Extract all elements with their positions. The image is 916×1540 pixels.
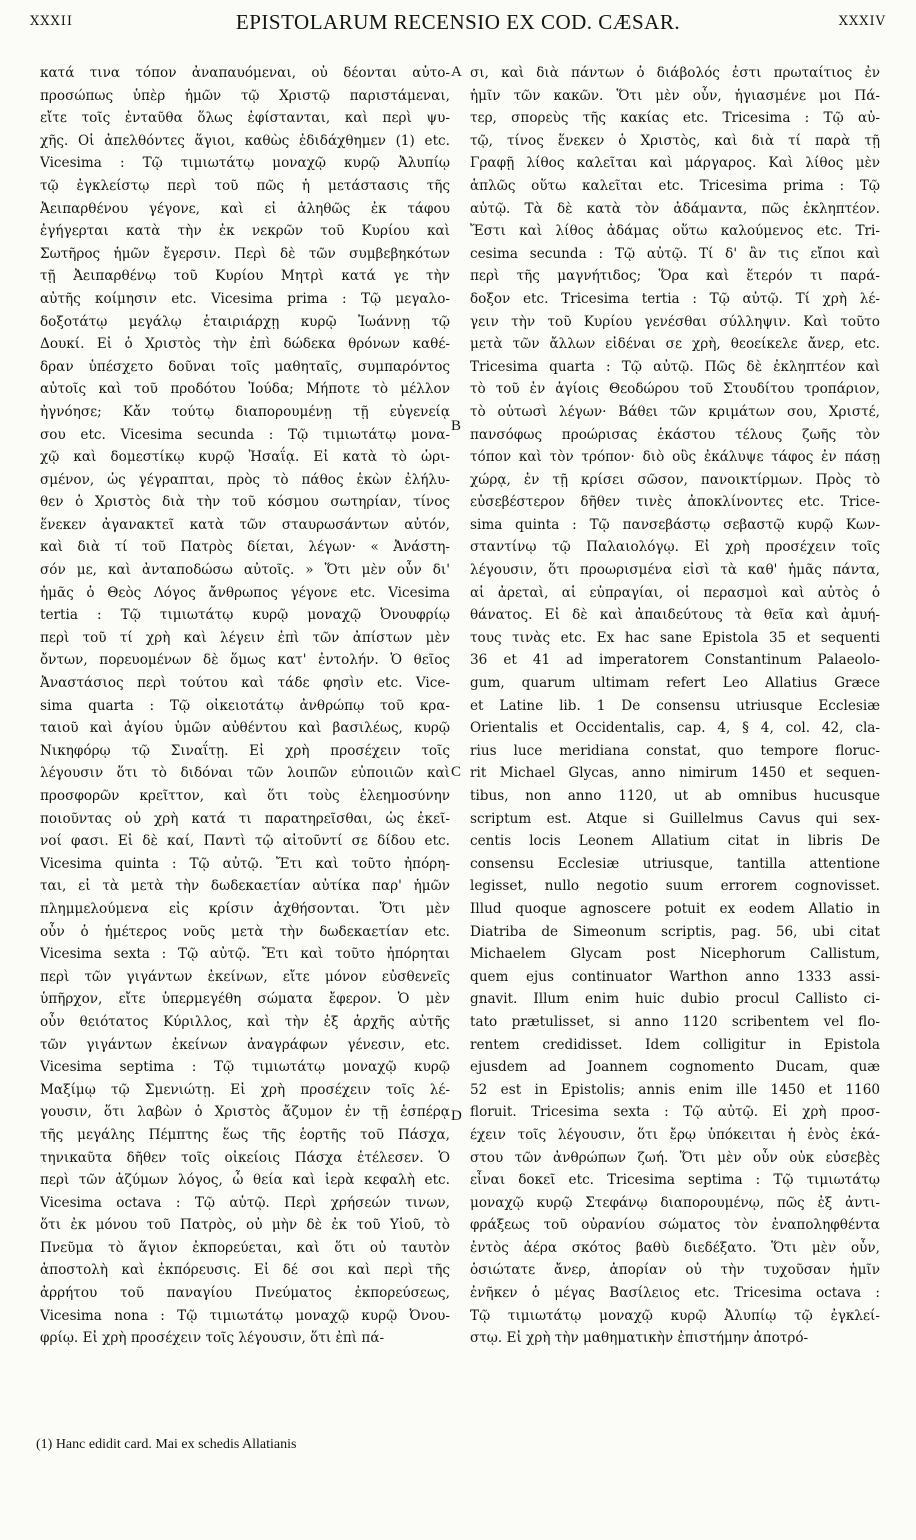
text-line: τηνικαῦτα δῆθεν τοῖς οἰκείοις Πάσχα ἐτέλεσεν. Ὁ: [40, 1149, 450, 1166]
text-line: consensu Ecclesiæ utriusque, tantilla attentione: [470, 855, 880, 872]
text-line: χῷ καὶ δομεστίκῳ κυρῷ Ἠσαΐᾳ. Εἰ κατὰ τὸ ὡρι-: [40, 449, 450, 466]
text-line: θάνατος. Εἰ δὲ καὶ ἀπαιδεύτους τὰ θεῖα καὶ ἀμυή-: [470, 607, 880, 624]
text-line: Τῷ τιμιωτάτῳ μοναχῷ κυρῷ Ἀλυπίῳ τῷ ἐγκλεί-: [470, 1307, 880, 1324]
text-line: γειν τὴν τοῦ Κυρίου γενέσθαι σύλληψιν. Καὶ τοῦτο: [470, 313, 880, 330]
text-line: αὐτοῖς καὶ τοῦ προδότου Ἰούδα; Μήποτε τὸ μέλλον: [40, 381, 450, 398]
text-line: ἐνῆκεν ὁ μέγας Βασίλειος etc. Tricesima octava :: [470, 1285, 880, 1302]
text-line: ἁπλῶς οὕτω καλεῖται etc. Tricesima prima : Τῷ: [470, 177, 880, 194]
text-line: Δουκί. Εἰ ὁ Χριστὸς τὴν ἐπὶ δώδεκα θρόνων καθέ-: [40, 336, 450, 353]
text-line: προσφορῶν κρεῖττον, καὶ ὅτι τοὺς ἐλεημοσύνην: [40, 788, 450, 804]
text-line: περὶ τῶν ἀζύμων λόγος, ὦ θεία καὶ ἱερὰ κεφαλὴ etc.: [40, 1172, 450, 1189]
text-line: Γραφῇ λίθος καλεῖται καὶ μάργαρος. Καὶ λίθος μὲν: [470, 155, 880, 172]
text-line: gum, quarum ultimam refert Leo Allatius Græce: [470, 675, 880, 692]
text-line: τὸ τοῦ ἐν ἁγίοις Θεοδώρου τοῦ Στουδίτου τροπάριον,: [470, 381, 880, 398]
text-line: φρίῳ. Εἰ χρὴ προσέχειν τοῖς λέγουσιν, ὅτι ἐπὶ πά-: [40, 1330, 385, 1347]
text-line: μετὰ τῶν ἄλλων εἰδέναι σε χρὴ, θεοείκελε ἄνερ, etc.: [470, 336, 880, 353]
right-column: [470, 62, 880, 1350]
text-line: οὖν θειότατος Κύριλλος, καὶ τὴν ἐξ ἀρχῆς αὐτῆς: [40, 1013, 450, 1030]
text-line: εἴτε τοῖς ἐνταῦθα ὅλως ἐφίστανται, καὶ περὶ ψυ-: [40, 110, 450, 127]
text-line: αἱ ἀρεταὶ, αἱ εὐπραγίαι, οἱ περασμοὶ καὶ αὐτὸς ὁ: [470, 584, 880, 601]
text-line: ὅτι ἐκ μόνου τοῦ Πατρὸς, οὐ μὴν δὲ ἐκ τοῦ Υἱοῦ, τὸ: [40, 1217, 450, 1234]
text-line: καὶ διὰ τί τοῦ Πατρὸς δίεται, λέγων· « Ἀνάστη-: [40, 539, 450, 556]
page-number-left: XXXII: [30, 14, 74, 29]
text-line: rit Michael Glycas, anno nimirum 1450 et sequen-: [470, 765, 880, 782]
text-line: Μαξίμῳ τῷ Σμενιώτῃ. Εἰ χρὴ προσέχειν τοῖς λέ-: [40, 1081, 450, 1098]
text-line: σόν με, καὶ ἀνταποδώσω αὐτοῖς. » Ὅτι μὲν οὖν δι': [40, 562, 450, 579]
text-line: λέγουσιν, ὅτι προωρισμένα εἰσὶ τὰ καθ' ἡμᾶς πάντα,: [470, 562, 880, 579]
text-line: ejusdem ad Joannem cognomento Ducam, quæ: [470, 1059, 880, 1076]
text-line: ποιοῦντας οὐ χρὴ κατά τι παρατηρεῖσθαι, ὡς ἐκεῖ-: [40, 810, 450, 827]
text-line: αὐτῆς κοίμησιν etc. Vicesima prima : Τῷ μεγαλο-: [40, 290, 450, 307]
text-line: ἀρρήτου τοῦ παναγίου Πνεύματος ἐκπορεύσεως,: [40, 1285, 450, 1302]
text-line: ἡμῖν τῶν κακῶν. Ὅτι μὲν οὖν, ἡγιασμένε μοι Πά-: [470, 87, 880, 104]
text-line: floruit. Tricesima sexta : Τῷ αὐτῷ. Εἰ χρὴ προσ-: [470, 1104, 880, 1121]
text-line: tato prætulisset, si anno 1120 scribentem vel flo-: [470, 1013, 880, 1030]
text-line: Vicesima octava : Τῷ αὐτῷ. Περὶ χρήσεών τινων,: [40, 1194, 450, 1211]
text-line: Vicesima : Τῷ τιμιωτάτῳ μοναχῷ κυρῷ Ἀλυπίῳ: [40, 155, 450, 172]
text-line: δραν ὑπέσχετο δοῦναι τοῖς μαθηταῖς, συμπαρόντος: [40, 358, 450, 375]
text-line: πλημμελούμενα εἰς κρίσιν ἀχθήσονται. Ὅτι μὲν: [40, 900, 450, 917]
text-line: Orientalis et Occidentalis, cap. 4, § 4, col. 42, cla-: [470, 720, 880, 737]
text-line: οὖν ὁ ἡμέτερος νοῦς μετὰ τὴν δωδεκαετίαν etc.: [40, 923, 450, 940]
text-line: ἀποστολὴ καὶ ἐκπόρευσις. Εἰ δέ σοι καὶ περὶ τῆς: [40, 1262, 450, 1279]
text-line: δοξοτάτῳ μεγάλῳ ἑταιριάρχῃ κυρῷ Ἰωάννῃ τῷ: [40, 313, 450, 330]
page-number-right: XXXIV: [838, 14, 886, 29]
text-line: ὄντων, πορευομένων δὲ ὅμως κατ' ἐντολήν. Ὁ θεῖος: [40, 652, 450, 669]
page-header: [30, 10, 886, 38]
text-line: ταιοῦ καὶ ἁγίου ὑμῶν αὐθέντου καὶ βασιλέως, κυρῷ: [40, 720, 450, 737]
footnote: (1) Hanc edidit card. Mai ex schedis Allatianis: [36, 1437, 297, 1452]
text-line: ἐντὸς ἀέρα σκότος βαθὺ διεδέξατο. Ὅτι μὲν οὖν,: [470, 1239, 880, 1256]
text-line: τερ, σπορεὺς τῆς κακίας etc. Tricesima : Τῷ αὐ-: [470, 110, 880, 127]
text-line: τόπον καὶ τὸν τρόπον· διὸ οὓς ἐκάλυψε τάφος ἐν πάσῃ: [470, 449, 880, 466]
text-line: ἡμᾶς ὁ Θεὸς Λόγος ἄνθρωπος γέγονε etc. Vicesima: [40, 584, 450, 601]
text-line: σι, καὶ διὰ πάντων ὁ διάβολός ἐστι πρωταίτιος ἐν: [470, 65, 880, 81]
left-column: [40, 62, 450, 1350]
text-line: Ἔστι καὶ λίθος ἀδάμας οὕτω καλούμενος etc. Tri-: [470, 223, 880, 240]
text-line: θεν ὁ Χριστὸς διὰ τὴν τοῦ κόσμου σωτηρίαν, τίνος: [40, 494, 450, 511]
text-line: sima quinta : Τῷ πανσεβάστῳ σεβαστῷ κυρῷ Κων-: [470, 516, 880, 533]
text-line: προσώπως ὑπὲρ ἡμῶν τῷ Χριστῷ παριστάμεναι,: [40, 87, 450, 104]
text-line: Michaelem Glycam post Nicephorum Callistum,: [470, 946, 880, 963]
text-line: gnavit. Illum enim huic dubio procul Callisto ci-: [470, 991, 880, 1008]
text-line: centis locis Leonem Allatium citat in libris De: [470, 833, 880, 850]
text-line: νοί φασι. Εἰ δὲ καί, Παντὶ τῷ αἰτοῦντί σε δίδου etc.: [40, 833, 450, 850]
text-line: σου etc. Vicesima secunda : Τῷ τιμιωτάτῳ μονα-: [40, 426, 450, 443]
text-line: χῆς. Οἱ ἀπελθόντες ἅγιοι, καθὼς ἐδιδάχθημεν (1) etc.: [40, 132, 450, 149]
text-line: Νικηφόρῳ τῷ Σιναΐτῃ. Εἰ χρὴ προσέχειν τοῖς: [40, 742, 450, 759]
text-line: Vicesima quinta : Τῷ αὐτῷ. Ἔτι καὶ τοῦτο ἠπόρη-: [40, 855, 450, 872]
text-line: 52 est in Epistolis; annis enim ille 1450 et 1160: [470, 1081, 880, 1098]
text-line: rius luce meridiana constat, quo tempore floruc-: [470, 742, 880, 759]
text-line: scriptum est. Atque si Guillelmus Cavus qui sex-: [470, 810, 880, 827]
text-line: ἐγήγερται κατὰ τὴν ἐκ νεκρῶν τοῦ Κυρίου καὶ: [40, 223, 450, 240]
text-line: ἕνεκεν ἀγανακτεῖ κατὰ τῶν σταυρωσάντων αὐτόν,: [40, 516, 450, 533]
text-line: τους τινὰς etc. Ex hac sane Epistola 35 et sequenti: [470, 629, 880, 646]
text-line: τῷ ἐγκλείστῳ περὶ τοῦ πῶς ἡ μετάστασις τῆς: [40, 177, 450, 194]
text-line: χώρᾳ, ἐν τῇ κρίσει σῶσον, πανοικτίρμων. Πρὸς τὸ: [470, 471, 880, 488]
text-line: πανσόφως προώρισας ἑκάστου τέλους ζωῆς τὸν: [470, 426, 880, 443]
text-line: Ἀειπαρθένου γέγονε, καὶ εἰ ἀληθῶς ἐκ τάφου: [40, 200, 450, 217]
text-line: sima quarta : Τῷ οἰκειοτάτῳ ἀνθρώπῳ τοῦ κρα-: [40, 697, 450, 714]
text-line: legisset, nullo negotio suum errorem cognovisset.: [470, 878, 880, 895]
text-line: φράξεως τοῦ οὐρανίου σώματος τὸν ἐναποληφθέντα: [470, 1217, 880, 1234]
text-line: tertia : Τῷ τιμιωτάτῳ κυρῷ μοναχῷ Ὀνουφρίῳ: [40, 607, 450, 624]
text-line: έχειν τοῖς λέγουσιν, ὅτι ἔρῳ ὑπόκειται ἡ ἑνὸς ἑκά-: [470, 1126, 880, 1143]
text-line: et Latine lib. 1 De consensu utriusque Ecclesiæ: [470, 697, 880, 714]
text-line: ὑπῆρχον, εἴτε ὑπερμεγέθη σώματα ἔφερον. Ὁ μὲν: [40, 991, 450, 1008]
running-title: EPISTOLARUM RECENSIO EX COD. CÆSAR.: [235, 10, 681, 34]
margin-mark-c: C: [451, 764, 462, 780]
text-line: σταντίνῳ τῷ Παλαιολόγῳ. Εἰ χρὴ προσέχειν τοῖς: [470, 539, 880, 556]
text-line: cesima secunda : Τῷ αὐτῷ. Τί δ' ἂν τις εἴποι καὶ: [470, 245, 880, 262]
text-line: στῳ. Εἰ χρὴ τὴν μαθηματικὴν ἐπιστήμην ἀποτρό-: [470, 1330, 809, 1347]
text-line: Tricesima quarta : Τῷ αὐτῷ. Πῶς δὲ ἐκληπτέον καὶ: [470, 358, 880, 375]
text-line: quem ejus continuator Warthon anno 1333 assi-: [470, 968, 880, 985]
text-line: Illud quoque agnoscere potuit ex eodem Allatio in: [470, 900, 880, 917]
text-line: rentem credidisset. Idem colligitur in Epistola: [470, 1036, 880, 1053]
text-line: σμένον, ὡς γέγραπται, πρὸς τὸ πάθος ἑκὼν ἐλήλυ-: [40, 471, 450, 488]
text-line: Diatriba de Simeonum scriptis, pag. 56, ubi citat: [470, 923, 880, 940]
margin-mark-b: B: [451, 418, 462, 434]
text-line: κατά τινα τόπον ἀναπαυόμεναι, οὐ δέονται αὐτο-: [40, 65, 450, 81]
text-line: τῷ, τίνος ἕνεκεν ὁ Χριστὸς, καὶ διὰ τί παρὰ τῇ: [470, 132, 880, 149]
text-line: Vicesima sexta : Τῷ αὐτῷ. Ἔτι καὶ τοῦτο ἠπόρηται: [40, 946, 450, 963]
text-line: τῶν γιγάντων ἐκείνων ἀναγράφων γένεσιν, etc.: [40, 1036, 450, 1053]
text-line: 36 et 41 ad imperatorem Constantinum Palaeolo-: [470, 652, 880, 669]
text-line: τῇ Ἀειπαρθένῳ τοῦ Κυρίου Μητρὶ κατά γε τὴν: [40, 268, 450, 285]
text-line: Πνεῦμα τὸ ἅγιον ἐκπορεύεται, καὶ ὅτι οὐ ταυτὸν: [40, 1239, 450, 1256]
text-line: tibus, non anno 1120, ut ab omnibus hucusque: [470, 788, 880, 804]
text-line: εἶναι δοκεῖ etc. Tricesima septima : Τῷ τιμιωτάτῳ: [470, 1172, 880, 1189]
margin-mark-d: D: [451, 1108, 462, 1124]
text-line: γουσιν, ὅτι λαβὼν ὁ Χριστὸς ἄζυμον ἐν τῇ ἑσπέρᾳ: [40, 1104, 450, 1121]
text-line: περὶ τοῦ τί χρὴ καὶ λέγειν ἐπὶ τῶν ἀπίστων μὲν: [40, 629, 450, 646]
text-line: ται, εἰ τὰ μετὰ τὴν δωδεκαετίαν αὐτίκα παρ' ἡμῶν: [40, 878, 450, 895]
text-line: ὁσιώτατε ἄνερ, ἀπορίαν οὐ τὴν τυχοῦσαν ἡμῖν: [470, 1262, 880, 1279]
text-line: Ἀναστάσιος περὶ τούτου καὶ τάδε φησὶν etc. Vice-: [40, 675, 450, 692]
margin-mark-a: A: [451, 64, 462, 80]
text-line: Σωτῆρος ἡμῶν ἔγερσιν. Περὶ δὲ τῶν συμβεβηκότων: [40, 245, 450, 262]
text-line: ἠγνόησε; Κἄν τούτῳ διαπορουμένῃ τῇ εὐγενείᾳ: [40, 403, 450, 420]
text-line: Vicesima septima : Τῷ τιμιωτάτῳ μοναχῷ κυρῷ: [40, 1059, 450, 1076]
text-line: τῆς μεγάλης Πέμπτης ἕως τῆς ἑορτῆς τοῦ Πάσχα,: [40, 1126, 450, 1143]
text-line: περὶ τῶν γιγάντων ἐκείνων, εἴτε μόνον εὐσθενεῖς: [40, 968, 450, 985]
text-line: λέγουσιν ὅτι τὸ διδόναι τῶν λοιπῶν εὐποιιῶν καὶ: [40, 765, 450, 782]
text-line: αὐτῷ. Τὰ δὲ κατὰ τὸν ἀδάμαντα, πῶς ἐκληπτέον.: [470, 200, 880, 217]
text-line: τὸ οὑτωσὶ λέγων· Βάθει τῶν κριμάτων σου, Χριστέ,: [470, 403, 880, 420]
text-line: περὶ τῆς μαγνήτιδος; Ὅρα καὶ ἕτερόν τι παρά-: [470, 268, 880, 285]
text-line: δοξον etc. Tricesima tertia : Τῷ αὐτῷ. Τί χρὴ λέ-: [470, 290, 880, 307]
text-line: στου τῶν ἀνθρώπων ζωή. Ὅτι μὲν οὖν οὐκ εὐσεβὲς: [470, 1149, 880, 1166]
text-line: εὐσεβέστερον δῆθεν τινὲς ἀποκλίνοντες etc. Trice-: [470, 494, 880, 511]
text-line: μοναχῷ κυρῷ Στεφάνῳ διαπορουμένῳ, πῶς ἐξ ἀντι-: [470, 1194, 880, 1211]
text-line: Vicesima nona : Τῷ τιμιωτάτῳ μοναχῷ κυρῷ Ὀνου-: [40, 1307, 450, 1324]
